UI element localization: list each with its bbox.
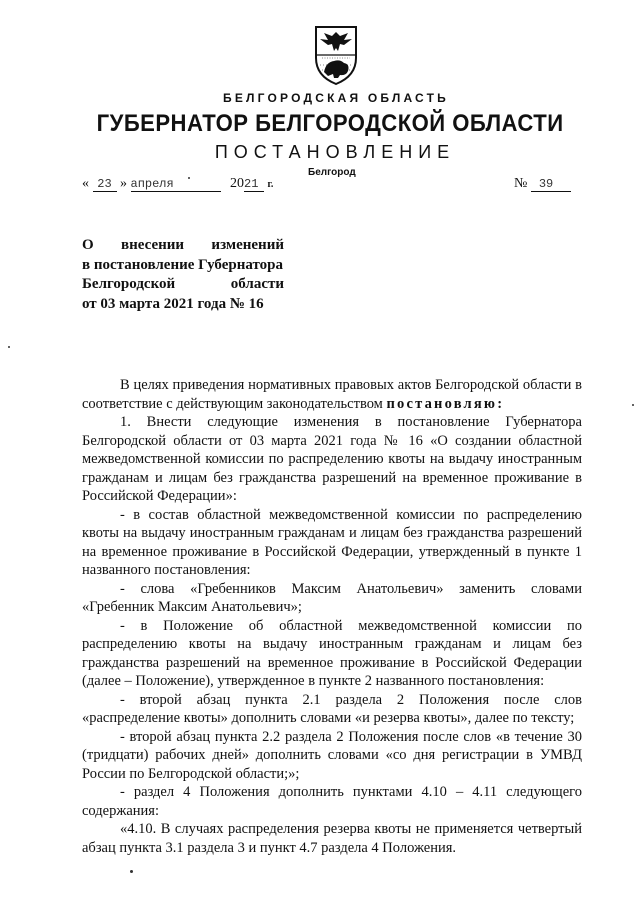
body-paragraph-8: «4.10. В случаях распределения резерва квоты не применяется четвертый абзац пункта 3.1 раздела 3 и пункт 4.7 раздела 4 Положения. — [82, 821, 582, 856]
body-paragraph-preamble: В целях приведения нормативных правовых актов Белгородской области в соответствие с действующим законодательством постановляю: — [82, 377, 582, 412]
scan-speck — [632, 404, 634, 406]
governor-title: ГУБЕРНАТОР БЕЛГОРОДСКОЙ ОБЛАСТИ — [96, 110, 564, 137]
region-title: БЕЛГОРОДСКАЯ ОБЛАСТЬ — [223, 91, 449, 105]
date-day: 23 — [93, 177, 117, 192]
date-open-quote: « — [82, 176, 89, 191]
date-year-suffix: 21 — [244, 177, 264, 192]
date-month: апреля — [131, 177, 221, 192]
body-paragraph-1: 1. Внести следующие изменения в постановление Губернатора Белгородской области от 03 марта 2021 года № 16 «О создании областной межведомственной комиссии по распределению квоты на выдачу иностранным гражданам и лицам без гражданства разрешений на временное проживание в Российской Федерации»: — [82, 414, 582, 504]
city-label: Белгород — [308, 167, 356, 178]
date-year-unit: г. — [267, 179, 274, 190]
decree-number — [514, 176, 571, 192]
date-close-quote: » — [120, 176, 127, 191]
decree-date — [82, 176, 273, 192]
subject-line-3: Белгородской области — [82, 276, 284, 292]
scan-speck — [8, 346, 10, 348]
number-value: 39 — [531, 177, 571, 192]
subject-line-4: от 03 марта 2021 года № 16 — [82, 295, 264, 312]
body-paragraph-6: - второй абзац пункта 2.2 раздела 2 Положения после слов «в течение 30 (тридцати) рабочих дней» дополнить словами «со дня регистрации в УМВД России по Белгородской области;»; — [82, 728, 582, 782]
subject-line-1: О внесении изменений — [82, 237, 284, 253]
body-paragraph-4: - в Положение об областной межведомственной комиссии по распределению квоты на выдачу иностранным гражданам и лицам без гражданства разрешений на временное проживание в Российской Федерации (далее – Положение), утвержденное в пункте 2 названного постановления: — [82, 617, 582, 689]
body-paragraph-2: - в состав областной межведомственной комиссии по распределению квоты на выдачу иностранным гражданам и лицам без гражданства разрешений на временное проживание в Российской Федерации, утвержденный в пункте 1 названного постановления: — [82, 506, 582, 578]
document-type: ПОСТАНОВЛЕНИЕ — [214, 142, 456, 162]
decree-body — [82, 376, 582, 857]
coat-of-arms-icon — [310, 24, 362, 86]
scan-speck — [130, 870, 133, 873]
subject-line-2: в постановление Губернатора — [82, 256, 283, 273]
number-label: № — [514, 176, 528, 191]
body-paragraph-3: - слова «Гребенников Максим Анатольевич» заменить словами «Гребенник Максим Анатольевич»; — [82, 580, 582, 615]
decree-verb: постановляю: — [386, 395, 505, 412]
body-paragraph-7: - раздел 4 Положения дополнить пунктами 4.10 – 4.11 следующего содержания: — [82, 784, 582, 819]
scan-speck — [188, 177, 190, 179]
date-year-prefix: 20 — [230, 176, 244, 191]
body-paragraph-5: - второй абзац пункта 2.1 раздела 2 Положения после слов «распределение квоты» дополнить словами «и резерва квоты», далее по тексту; — [82, 691, 582, 726]
decree-subject — [82, 236, 284, 314]
